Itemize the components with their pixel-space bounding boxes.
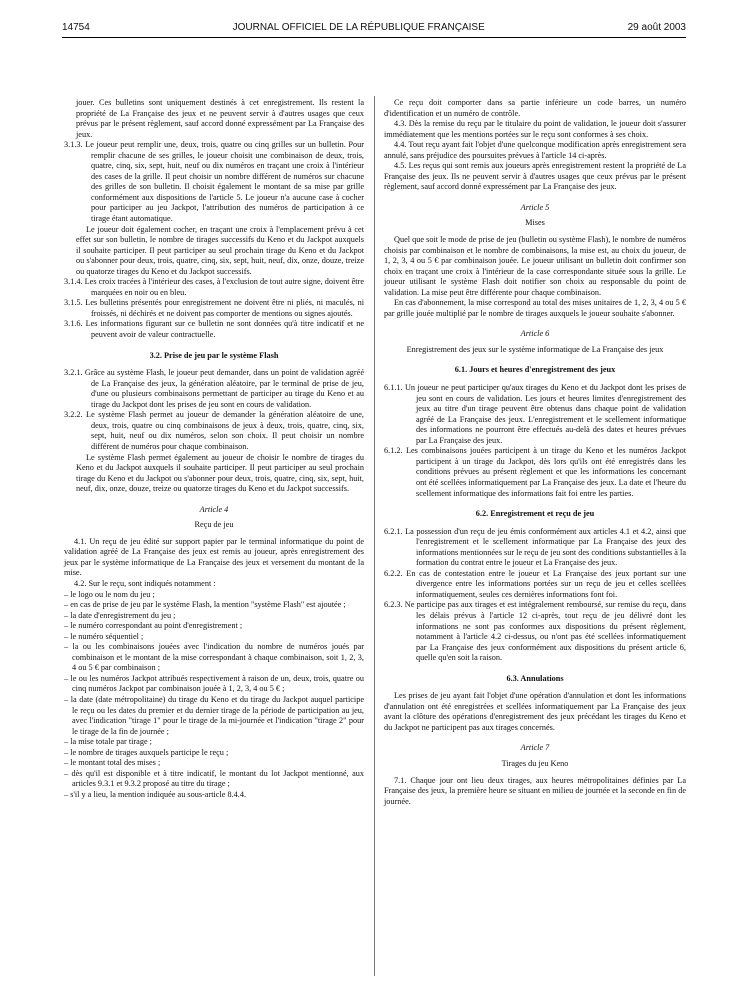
paragraph-3-1-4: 3.1.4. Les croix tracées à l'intérieur des cases, à l'exclusion de tout autre signe, doivent être marquées en noir ou en bleu.: [64, 277, 364, 297]
list-item: – le nombre de tirages auxquels participe le reçu ;: [64, 748, 364, 759]
paragraph-6-2-3: 6.2.3. Ne participe pas aux tirages et est intégralement remboursé, sur remise du reçu, dans les délais prévus à l'article 12 ci-après, tout reçu de jeu délivré dont les informations ne sont pas conformes aux dispositions du présent règlement, notamment à l'article 4.2 ci-dessus, ou n'ont pas été scellées informatiquement par La Française des jeux conformément aux dispositions du présent article 6, quelle qu'en soit la raison.: [384, 600, 686, 663]
list-item: – en cas de prise de jeu par le système Flash, la mention "système Flash" est ajoutée ;: [64, 600, 364, 611]
paragraph-6-2-1: 6.2.1. La possession d'un reçu de jeu émis conformément aux articles 4.1 et 4.2, ainsi que l'enregistrement et le scellement informatique par La Française des jeux des informations mentionnées sur le reçu de jeu sont des conditions substantielles à la formation du contrat entre le joueur et La Française des jeux.: [384, 526, 686, 568]
paragraph-mises-2: En cas d'abonnement, la mise correspond au total des mises unitaires de 1, 2, 3, 4 ou 5 € par grille jouée multiplié par le nombre de tirages auxquels le joueur souhaite s'abonner.: [384, 298, 686, 318]
article-6-title: Enregistrement des jeux sur le système informatique de La Française des jeux: [406, 344, 664, 354]
list-item: – le ou les numéros Jackpot attribués respectivement à raison de un, deux, trois, quatre ou cinq numéros Jackpot par combinaison jouée à 1, 2, 3, 4 ou 5 € ;: [64, 674, 364, 695]
paragraph-4-5: 4.5. Les reçus qui sont remis aux joueurs après enregistrement restent la propriété de La Française des jeux. Ils ne peuvent servir à d'autres usages que ceux prévus par le présent règlement, sauf accord donné expressément par La Française des jeux.: [384, 161, 686, 192]
paragraph-6-3: Les prises de jeu ayant fait l'objet d'une opération d'annulation et dont les informations d'annulation ont été enregistrées et scellées informatiquement par La Française des jeux avant la clôture des opérations d'enregistrement des jeux précédant les tirages du Keno et du Jackpot ne participent pas aux tirages concernés.: [384, 691, 686, 732]
list-item: – dès qu'il est disponible et à titre indicatif, le montant du lot Jackpot mentionné, aux articles 9.3.1 et 9.3.2 proposé au titre du tirage ;: [64, 769, 364, 790]
paragraph-mises-1: Quel que soit le mode de prise de jeu (bulletin ou système Flash), le nombre de numéros choisis par combinaison et le nombre de combinaisons, la mise est, au choix du joueur, de 1, 2, 3, 4 ou 5 € par combinaison jouée. Le joueur utilisant un bulletin doit confirmer son choix en traçant une croix à l'intérieur de la case correspondante située sous la grille. Le joueur utilisant le système Flash doit notifier son choix au responsable du point de validation. La mise peut être différente pour chaque combinaison.: [384, 235, 686, 297]
article-5-heading: Article 5: [520, 202, 550, 212]
paragraph-6-1-1: 6.1.1. Un joueur ne peut participer qu'aux tirages du Keno et du Jackpot dont les prises de jeu sont en cours de validation. Les jours et heures limites d'enregistrement des jeux au titre d'un tirage peuvent être obtenus dans chaque point de validation agréé de La Française des jeux. L'enregistrement et le scellement informatique des informations ne pourront être effectués au-delà des dates et heures prévues par La Française des jeux.: [384, 383, 686, 445]
list-item: – la ou les combinaisons jouées avec l'indication du nombre de numéros joués par combinaison et le montant de la mise correspondant à chaque combinaison, soit 1, 2, 3, 4 ou 5 € par combinaison ;: [64, 642, 364, 674]
article-7-heading: Article 7: [520, 743, 550, 753]
right-column: [384, 98, 686, 807]
paragraph-4-2: 4.2. Sur le reçu, sont indiqués notamment :: [74, 578, 216, 588]
list-item: – le montant total des mises ;: [64, 758, 364, 769]
article-5-title: Mises: [525, 218, 545, 228]
section-6-3-heading: 6.3. Annulations: [506, 673, 564, 683]
section-6-1-heading: 6.1. Jours et heures d'enregistrement des jeux: [454, 365, 616, 375]
header-rule: [62, 37, 686, 38]
article-6-heading: Article 6: [520, 329, 550, 339]
article-7-title: Tirages du jeu Keno: [501, 758, 569, 768]
paragraph-intro: jouer. Ces bulletins sont uniquement destinés à cet enregistrement. Ils restent la propriété de La Française des jeux et ne peuvent servir à d'autres usages que ceux prévus par le présent règlement, sauf accord donné expressément par La Française des jeux.: [76, 98, 364, 139]
paragraph-3-1-3: 3.1.3. Le joueur peut remplir une, deux, trois, quatre ou cinq grilles sur un bulletin. Pour remplir chacune de ses grilles, le joueur choisit une combinaison de deux, trois, quatre, cinq, six, sept, huit, neuf ou dix numéros en traçant une croix à l'intérieur des cases de la grille. Il peut choisir un nombre différent de numéros sur chacune des grilles de son bulletin. Il choisit également le montant de sa mise par grille conformément aux dispositions de l'article 5. Le joueur n'a aucune case à cocher pour participer au jeu Jackpot, l'attribution des numéros de participation à ce tirage étant automatique.: [64, 140, 364, 224]
list-item: – le numéro séquentiel ;: [64, 632, 364, 643]
paragraph-4-1: 4.1. Un reçu de jeu édité sur support papier par le terminal informatique du point de validation agréé de La Française des jeux est remis au joueur, après enregistrement des jeux par le système informatique de La Française des jeux et versement du montant de la mise.: [64, 536, 364, 578]
list-item: – le numéro correspondant au point d'enregistrement ;: [64, 621, 364, 632]
paragraph-3-2-2-b: Le système Flash permet également au joueur de choisir le nombre de tirages du Keno et du Jackpot auxquels il souhaite participer. Il peut participer au seul prochain tirage du Keno et du Jackpot ou s'abonner pour deux, trois, quatre, cinq, six, sept, huit, neuf, dix, onze, douze, treize ou quatorze tirages du Keno et du Jackpot successifs.: [76, 452, 364, 494]
paragraph-3-2-1: 3.2.1. Grâce au système Flash, le joueur peut demander, dans un point de validation agréé de La Française des jeux, la génération aléatoire, par le terminal de prise de jeu, d'une ou plusieurs combinaisons permettant de participer au tirage du Keno et au tirage du Jackpot dont les prises de jeu sont en cours de validation.: [64, 368, 364, 409]
paragraph-6-1-2: 6.1.2. Les combinaisons jouées participent à un tirage du Keno et les numéros Jackpot participent à un tirage du Jackpot, dès lors qu'ils ont été enregistrés dans les conditions prévues au présent règlement et que les informations les concernant ont été scellées informatiquement par La Française des jeux. La date et l'heure du scellement informatique des informations fait foi entre les parties.: [384, 446, 686, 498]
article-4-title: Reçu de jeu: [194, 520, 234, 530]
paragraph-6-2-2: 6.2.2. En cas de contestation entre le joueur et La Française des jeux portant sur une divergence entre les informations portées sur un reçu de jeu et celles scellées informatiquement, seules ces dernières informations font foi.: [384, 568, 686, 599]
paragraph-4-4: 4.4. Tout reçu ayant fait l'objet d'une quelconque modification après enregistrement sera annulé, sans préjudice des poursuites prévues à l'article 14 ci-après.: [384, 140, 686, 160]
article-4-heading: Article 4: [199, 504, 229, 514]
left-column: [64, 98, 364, 800]
journal-title: JOURNAL OFFICIEL DE LA RÉPUBLIQUE FRANÇAISE: [232, 22, 485, 33]
paragraph-3-1-3-b: Le joueur doit également cocher, en traçant une croix à l'emplacement prévu à cet effet sur son bulletin, le nombre de tirages successifs du Keno et du Jackpot auxquels il souhaite participer. Il peut participer au seul prochain tirage du Keno et du Jackpot ou s'abonner pour deux, trois, quatre, cinq, six, sept, huit, neuf, dix, onze, douze, treize ou quatorze tirages du Keno et du Jackpot successifs.: [76, 224, 364, 276]
list-item: – la date d'enregistrement du jeu ;: [64, 611, 364, 622]
paragraph-3-1-6: 3.1.6. Les informations figurant sur ce bulletin ne sont données qu'à titre indicatif et ne peuvent avoir de valeur contractuelle.: [64, 319, 364, 340]
section-6-2-heading: 6.2. Enregistrement et reçu de jeu: [475, 509, 595, 519]
paragraph-3-2-2: 3.2.2. Le système Flash permet au joueur de demander la génération aléatoire de une, deux, trois, quatre ou cinq combinaisons de jeux à deux, trois, quatre, cinq, six, sept, huit, neuf ou dix numéros, selon son choix. Il peut choisir un nombre différent de numéros pour chaque combinaison.: [64, 410, 364, 451]
list-item: – la mise totale par tirage ;: [64, 737, 364, 748]
paragraph-receipt-code: Ce reçu doit comporter dans sa partie inférieure un code barres, un numéro d'identification et un numéro de contrôle.: [384, 98, 686, 118]
page-number: 14754: [62, 22, 90, 33]
paragraph-4-3: 4.3. Dès la remise du reçu par le titulaire du point de validation, le joueur doit s'assurer immédiatement que les mentions portées sur le reçu sont conformes à ses choix.: [384, 119, 686, 139]
column-divider: [374, 96, 375, 976]
section-3-2-heading: 3.2. Prise de jeu par le système Flash: [149, 350, 279, 360]
list-item: – s'il y a lieu, la mention indiquée au sous-article 8.4.4.: [64, 790, 364, 801]
page-header: [62, 22, 686, 33]
publication-date: 29 août 2003: [627, 22, 686, 33]
list-item: – la date (date métropolitaine) du tirage du Keno et du tirage du Jackpot auquel participe le reçu ou les dates du premier et du dernier tirage de la période de participation au jeu, avec l'indication "tirage 1" pour le tirage de la mi-journée et l'indication "tirage 2" pour le tirage de la fin de journée ;: [64, 695, 364, 737]
list-item: – le logo ou le nom du jeu ;: [64, 590, 364, 601]
paragraph-3-1-5: 3.1.5. Les bulletins présentés pour enregistrement ne doivent être ni pliés, ni maculés, ni froissés, ni déchirés et ne doivent pas comporter de mentions ou signes ajoutés.: [64, 298, 364, 318]
paragraph-7-1: 7.1. Chaque jour ont lieu deux tirages, aux heures métropolitaines définies par La Française des jeux, la première heure se situant en milieu de journée et la seconde en fin de journée.: [384, 775, 686, 806]
